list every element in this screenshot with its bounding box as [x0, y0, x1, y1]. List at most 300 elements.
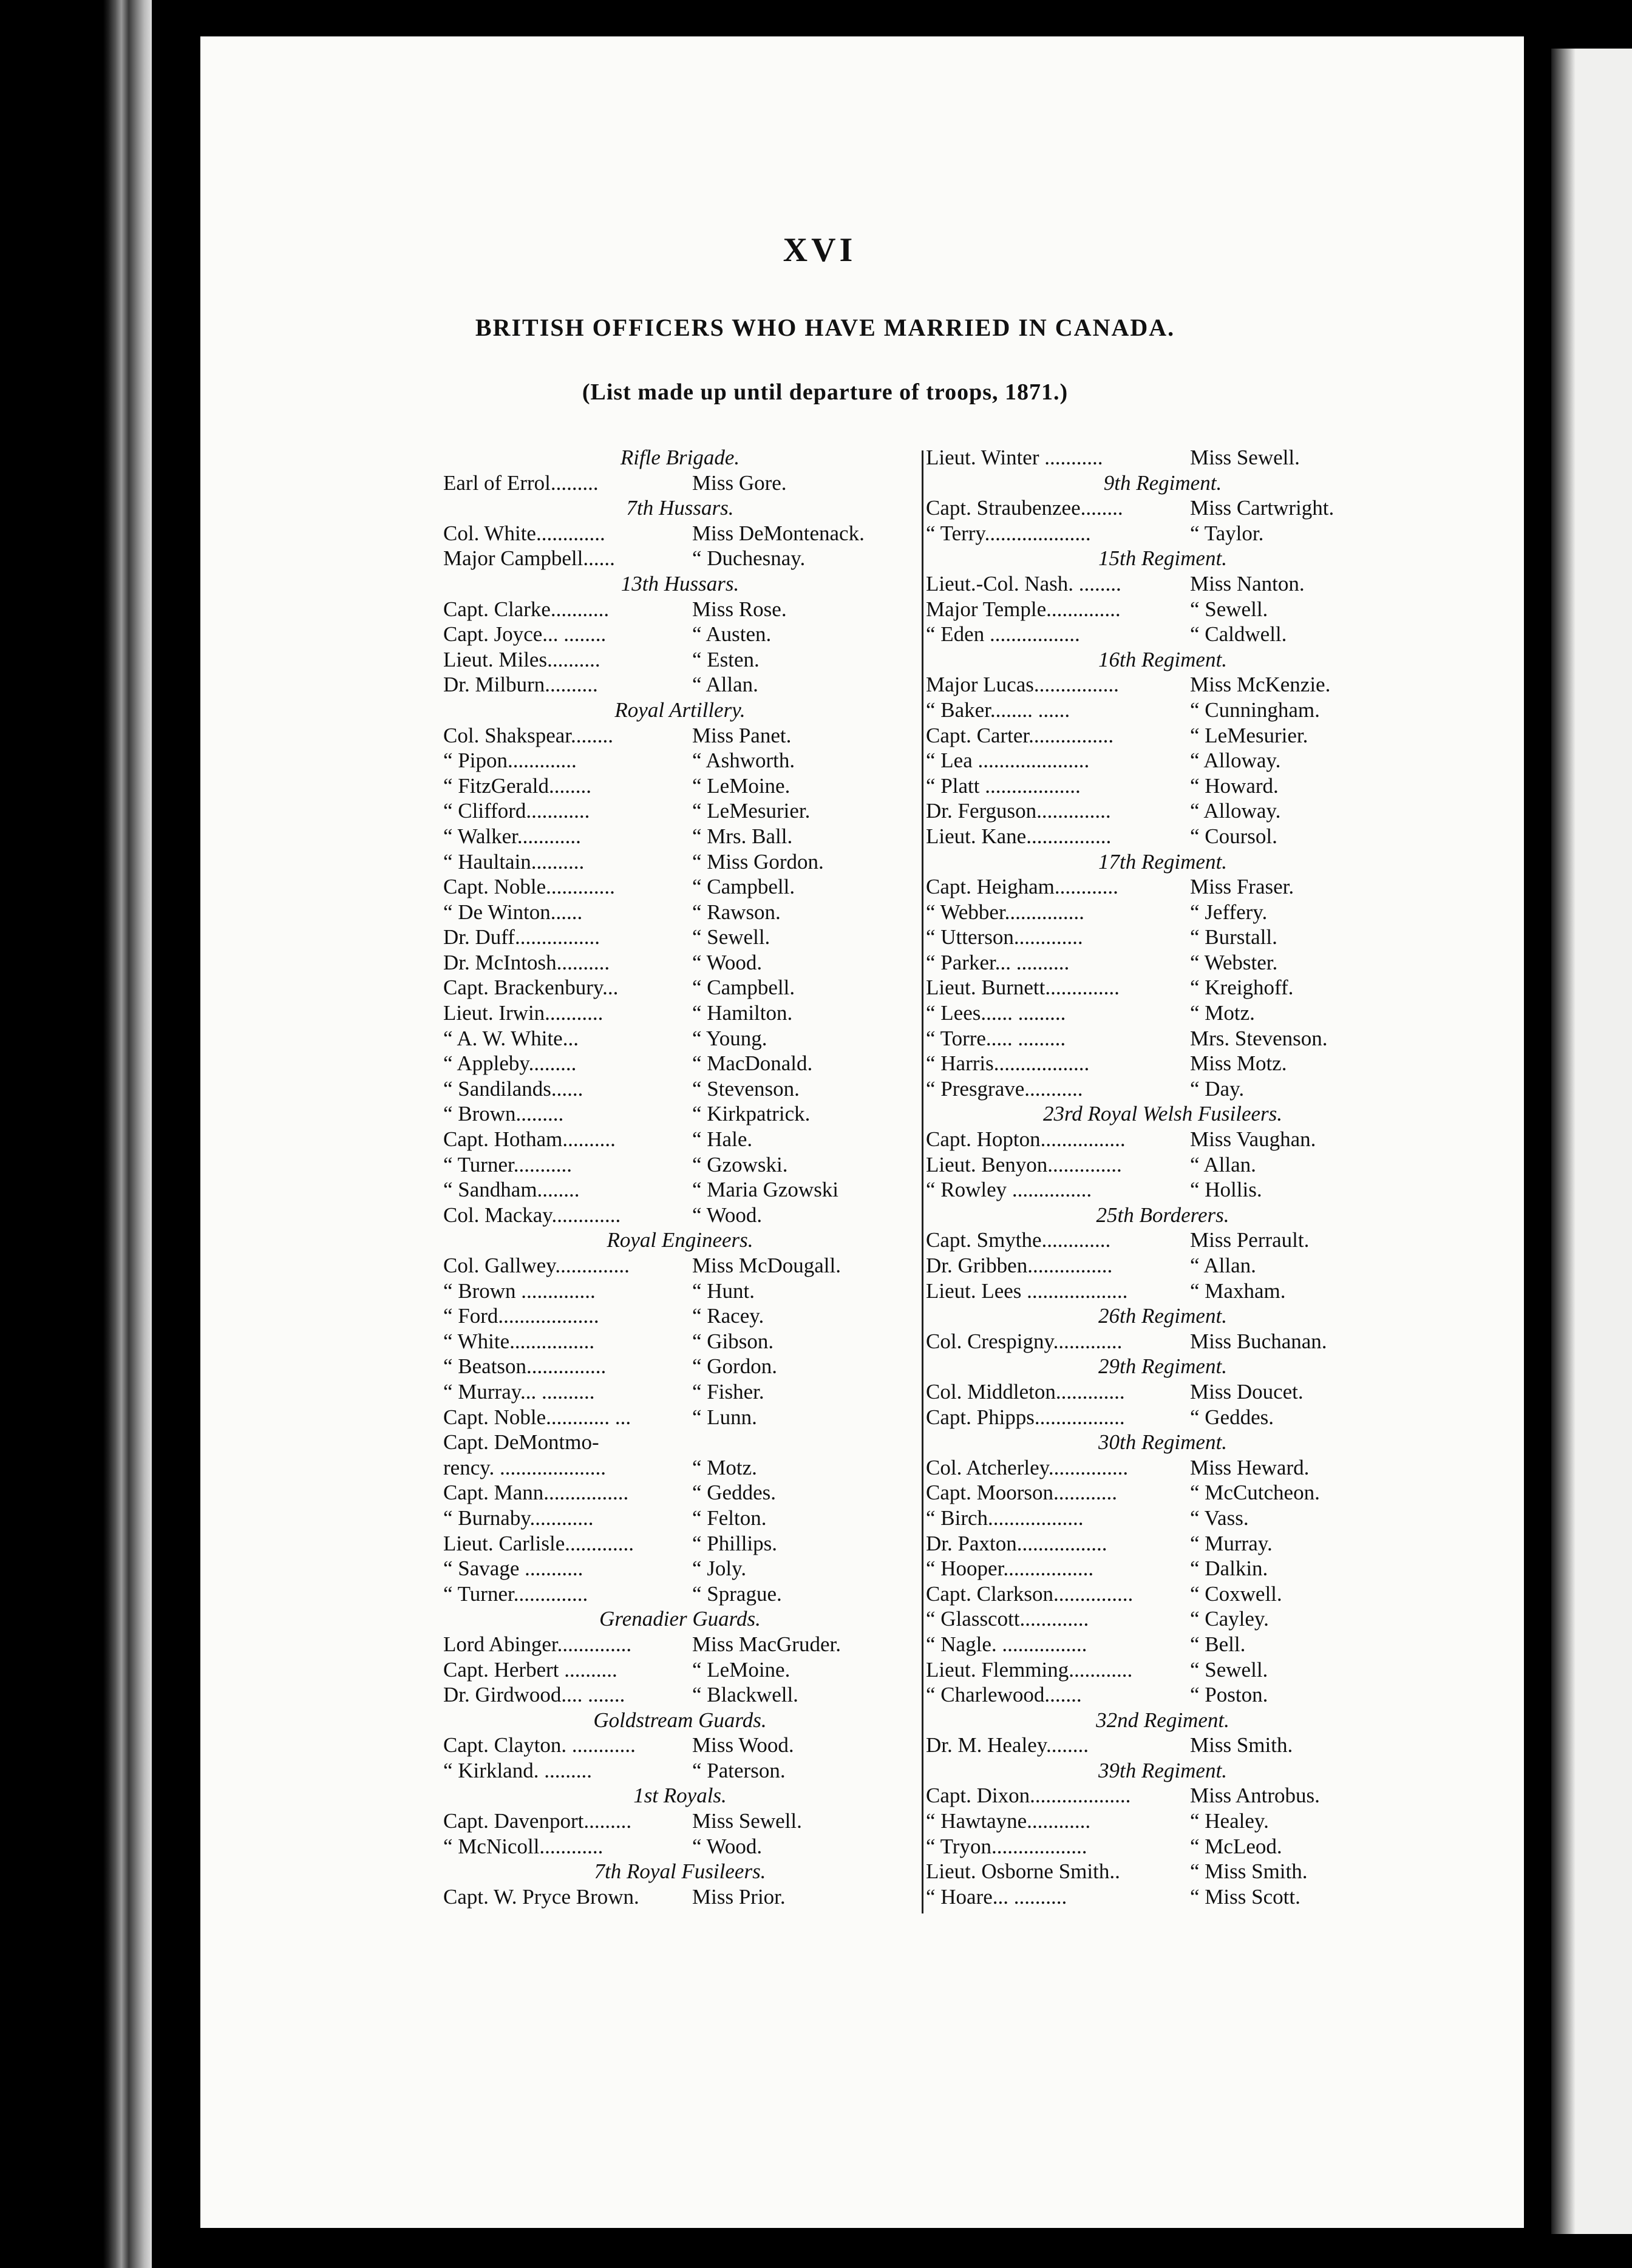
officer-name: “ Sandham........	[443, 1178, 580, 1202]
officer-name: Capt. Mann................	[443, 1481, 629, 1505]
officer-name: Capt. Clayton. ............	[443, 1733, 636, 1757]
marriage-entry	[926, 773, 1399, 799]
officer-name: rency. ....................	[443, 1455, 606, 1479]
officer-name: Lieut.-Col. Nash. ........	[926, 571, 1121, 596]
marriage-entry	[926, 445, 1399, 470]
officer-name: Capt. Noble............ ...	[443, 1405, 631, 1429]
marriage-entry	[926, 672, 1399, 698]
officer-name: “ Pipon.............	[443, 749, 577, 773]
marriage-entry	[926, 1783, 1399, 1808]
marriage-entry	[443, 1329, 917, 1354]
officer-name: “ Walker............	[443, 824, 581, 848]
officer-name: Capt. Herbert ..........	[443, 1657, 617, 1682]
regiment-heading: 7th Royal Fusileers.	[594, 1859, 766, 1884]
officer-name: Major Lucas................	[926, 673, 1119, 697]
spouse-name: “ Cunningham.	[1190, 698, 1320, 722]
spouse-name: “ Gordon.	[692, 1354, 777, 1379]
officer-name: Capt. Straubenzee........	[926, 496, 1123, 520]
marriage-entry	[443, 647, 917, 673]
marriage-entry	[926, 1834, 1399, 1859]
officer-name: “ Beatson...............	[443, 1354, 607, 1379]
spouse-name: “ Dalkin.	[1190, 1557, 1268, 1581]
marriage-entry	[926, 1859, 1399, 1884]
regiment-heading: 15th Regiment.	[1098, 546, 1227, 571]
marriage-entry	[443, 1430, 917, 1455]
officer-name: Capt. W. Pryce Brown.	[443, 1884, 639, 1909]
spouse-name: “ LeMesurier.	[692, 799, 811, 823]
spouse-name: “ Motz.	[692, 1455, 757, 1479]
marriage-entry	[443, 1480, 917, 1506]
spouse-name: “ Jeffery.	[1190, 900, 1268, 924]
marriage-entry	[926, 1531, 1399, 1557]
marriage-entry	[926, 1606, 1399, 1632]
regiment-heading: 13th Hussars.	[620, 571, 739, 596]
spouse-name: “ LeMoine.	[692, 773, 790, 798]
page-subtitle: (List made up until departure of troops, 1871.)	[582, 379, 1069, 405]
officer-name: Capt. DeMontmo-	[443, 1430, 599, 1455]
officer-name: Col. Crespigny.............	[926, 1329, 1123, 1353]
marriage-entry	[443, 1026, 917, 1051]
marriage-entry	[926, 1152, 1399, 1178]
spouse-name: “ Maxham.	[1190, 1278, 1286, 1303]
marriage-entry	[926, 571, 1399, 597]
marriage-entry	[926, 1808, 1399, 1834]
spouse-name: “ Alloway.	[1190, 799, 1281, 823]
officer-name: “ Kirkland. .........	[443, 1758, 592, 1782]
spouse-name: “ Allan.	[1190, 1152, 1256, 1176]
marriage-entry	[443, 723, 917, 749]
spouse-name: “ Miss Scott.	[1190, 1884, 1300, 1909]
spouse-name: “ Healey.	[1190, 1809, 1269, 1833]
spouse-name: “ LeMoine.	[692, 1657, 790, 1682]
marriage-entry	[443, 874, 917, 900]
officer-name: “ Glasscott.............	[926, 1607, 1089, 1631]
spouse-name: Miss Buchanan.	[1190, 1329, 1327, 1353]
marriage-entry	[443, 1405, 917, 1430]
officer-name: “ Terry....................	[926, 521, 1091, 545]
officer-name: “ Sandilands......	[443, 1076, 583, 1101]
spouse-name: “ Wood.	[692, 950, 763, 974]
spouse-name: “ Coxwell.	[1190, 1581, 1282, 1606]
regiment-heading: 17th Regiment.	[1098, 849, 1227, 874]
left-column	[443, 445, 917, 1909]
marriage-entry	[926, 495, 1399, 521]
officer-name: “ Hawtayne............	[926, 1809, 1091, 1833]
marriage-entry	[926, 1227, 1399, 1253]
marriage-entry	[443, 1278, 917, 1304]
marriage-entry	[443, 900, 917, 925]
officer-name: Capt. Hopton................	[926, 1127, 1126, 1152]
spouse-name: “ Stevenson.	[692, 1076, 800, 1101]
officer-name: “ A. W. White...	[443, 1026, 579, 1050]
officer-name: “ Utterson.............	[926, 925, 1083, 949]
marriage-entry	[443, 1657, 917, 1683]
officer-name: “ Eden .................	[926, 622, 1080, 647]
spouse-name: “ Austen.	[692, 622, 772, 647]
officer-name: Major Campbell......	[443, 546, 615, 571]
spouse-name: Miss DeMontenack.	[692, 521, 865, 545]
officer-name: “ Tryon..................	[926, 1834, 1087, 1858]
officer-name: “ Rowley ...............	[926, 1178, 1092, 1202]
regiment-heading: 9th Regiment.	[1103, 470, 1222, 495]
regiment-heading: 23rd Royal Welsh Fusileers.	[1042, 1102, 1283, 1126]
spouse-name: “ Gibson.	[692, 1329, 774, 1353]
officer-name: Dr. Girdwood.... .......	[443, 1683, 625, 1707]
spouse-name: “ Allan.	[1190, 1254, 1256, 1277]
spouse-name: Miss Fraser.	[1190, 875, 1294, 899]
officer-name: “ Brown.........	[443, 1102, 564, 1126]
marriage-entry	[443, 546, 917, 571]
page-number: XVI	[783, 231, 857, 269]
marriage-entry	[443, 748, 917, 773]
officer-name: Capt. Clarke...........	[443, 597, 610, 621]
spouse-name: “ Paterson.	[692, 1758, 786, 1782]
officer-name: Major Temple..............	[926, 597, 1121, 621]
marriage-entry	[443, 1101, 917, 1127]
officer-name: “ Nagle. ................	[926, 1632, 1087, 1656]
spouse-name: “ McLeod.	[1190, 1834, 1282, 1858]
marriage-entry	[443, 1000, 917, 1026]
marriage-entry	[443, 975, 917, 1000]
marriage-entry	[926, 1278, 1399, 1304]
officer-name: “ Baker........ ......	[926, 698, 1070, 722]
marriage-entry	[926, 1127, 1399, 1152]
spouse-name: “ Poston.	[1190, 1683, 1268, 1707]
officer-name: Capt. Joyce... ........	[443, 622, 607, 647]
marriage-entry	[926, 1581, 1399, 1607]
officer-name: “ Appleby.........	[443, 1051, 577, 1076]
officer-name: Col. Shakspear........	[443, 723, 613, 747]
marriage-entry	[443, 1203, 917, 1228]
marriage-entry	[443, 1884, 917, 1910]
marriage-entry	[926, 900, 1399, 925]
marriage-entry	[443, 950, 917, 976]
spouse-name: “ Gzowski.	[692, 1152, 788, 1176]
spouse-name: Miss Doucet.	[1190, 1379, 1304, 1404]
marriage-entry	[443, 1127, 917, 1152]
officer-name: Capt. Moorson............	[926, 1481, 1117, 1505]
spouse-name: “ Joly.	[692, 1557, 747, 1581]
spouse-name: “ Sewell.	[1190, 1657, 1268, 1682]
officer-name: “ Hoare... ..........	[926, 1884, 1067, 1909]
spouse-name: “ Mrs. Ball.	[692, 824, 793, 848]
marriage-entry	[443, 1076, 917, 1102]
officer-name: Lieut. Irwin...........	[443, 1001, 604, 1025]
marriage-entry	[443, 1506, 917, 1531]
spouse-name: “ LeMesurier.	[1190, 723, 1308, 747]
officer-name: “ Turner...........	[443, 1152, 572, 1176]
marriage-entry	[926, 1632, 1399, 1657]
officer-name: Lieut. Carlisle.............	[443, 1531, 634, 1555]
officer-name: “ Lees...... .........	[926, 1001, 1066, 1025]
officer-name: “ Savage ...........	[443, 1557, 583, 1581]
officer-name: “ McNicoll............	[443, 1834, 604, 1858]
marriage-entry	[926, 1682, 1399, 1708]
regiment-heading: Grenadier Guards.	[599, 1607, 761, 1631]
marriage-entry	[926, 1657, 1399, 1683]
regiment-heading: 7th Hussars.	[626, 496, 734, 520]
spouse-name: Miss MacGruder.	[692, 1632, 841, 1656]
officer-name: Capt. Hotham..........	[443, 1127, 616, 1152]
marriage-entry	[443, 1682, 917, 1708]
spouse-name: Miss Sewell.	[692, 1809, 802, 1833]
officer-name: Dr. McIntosh..........	[443, 950, 610, 974]
marriage-entry	[443, 1556, 917, 1581]
marriage-entry	[926, 1329, 1399, 1354]
spouse-name: “ Young.	[692, 1026, 767, 1050]
spouse-name: Miss Nanton.	[1190, 571, 1305, 596]
spouse-name: “ Hollis.	[1190, 1178, 1262, 1202]
officer-name: “ FitzGerald........	[443, 773, 591, 798]
officer-name: Col. White.............	[443, 521, 605, 545]
officer-name: Capt. Heigham............	[926, 875, 1118, 899]
officer-name: “ Birch..................	[926, 1506, 1084, 1530]
page-title: BRITISH OFFICERS WHO HAVE MARRIED IN CANADA.	[475, 314, 1175, 341]
officer-name: Capt. Davenport.........	[443, 1809, 632, 1833]
officer-name: Dr. Gribben................	[926, 1254, 1113, 1277]
officer-name: “ Charlewood.......	[926, 1683, 1082, 1707]
spouse-name: Miss McKenzie.	[1190, 673, 1331, 697]
marriage-entry	[443, 824, 917, 849]
marriage-entry	[443, 1834, 917, 1859]
spouse-name: “ Sewell.	[1190, 597, 1268, 621]
marriage-entry	[443, 1152, 917, 1178]
marriage-entry	[443, 1531, 917, 1557]
officer-name: Lieut. Lees ...................	[926, 1278, 1128, 1303]
officer-name: Col. Gallwey..............	[443, 1254, 630, 1277]
officer-name: “ Murray... ..........	[443, 1379, 595, 1404]
marriage-entry	[926, 622, 1399, 647]
officer-name: “ Brown ..............	[443, 1278, 596, 1303]
marriage-entry	[443, 1253, 917, 1278]
marriage-entry	[926, 1455, 1399, 1481]
marriage-entry	[926, 1405, 1399, 1430]
officer-name: “ Webber...............	[926, 900, 1084, 924]
officer-name: Dr. Milburn..........	[443, 673, 598, 697]
officer-name: Capt. Phipps.................	[926, 1405, 1125, 1429]
marriage-entry	[443, 1758, 917, 1784]
officer-name: Lieut. Benyon..............	[926, 1152, 1122, 1176]
spouse-name: “ Taylor.	[1190, 521, 1264, 545]
spouse-name: “ Kirkpatrick.	[692, 1102, 811, 1126]
officer-name: Lieut. Kane................	[926, 824, 1112, 848]
spouse-name: Miss McDougall.	[692, 1254, 841, 1277]
spouse-name: “ Blackwell.	[692, 1683, 798, 1707]
spouse-name: “ Kreighoff.	[1190, 976, 1294, 1000]
spouse-name: “ Sprague.	[692, 1581, 782, 1606]
officer-name: “ White................	[443, 1329, 595, 1353]
spouse-name: “ Murray.	[1190, 1531, 1273, 1555]
spouse-name: “ Geddes.	[1190, 1405, 1274, 1429]
marriage-entry	[926, 1253, 1399, 1278]
officer-name: “ Parker... ..........	[926, 950, 1070, 974]
marriage-entry	[926, 1480, 1399, 1506]
spouse-name: “ Cayley.	[1190, 1607, 1269, 1631]
spouse-name: “ Ashworth.	[692, 749, 795, 773]
officer-name: Earl of Errol.........	[443, 470, 599, 495]
regiment-heading: 1st Royals.	[633, 1784, 727, 1808]
officer-name: Capt. Smythe.............	[926, 1228, 1111, 1252]
officer-name: Col. Atcherley...............	[926, 1455, 1129, 1479]
spouse-name: Miss Smith.	[1190, 1733, 1293, 1757]
marriage-entry	[926, 521, 1399, 546]
marriage-entry	[443, 1808, 917, 1834]
spouse-name: “ MacDonald.	[692, 1051, 813, 1076]
marriage-entry	[926, 748, 1399, 773]
right-column	[926, 445, 1399, 1909]
spouse-name: Miss Gore.	[692, 470, 787, 495]
officer-name: Col. Mackay.............	[443, 1203, 621, 1227]
spouse-name: “ Day.	[1190, 1076, 1245, 1101]
spouse-name: “ Webster.	[1190, 950, 1278, 974]
marriage-entry	[443, 1379, 917, 1405]
spouse-name: Miss Panet.	[692, 723, 792, 747]
marriage-entry	[926, 1884, 1399, 1910]
regiment-heading: Goldstream Guards.	[593, 1708, 767, 1732]
regiment-heading: Royal Artillery.	[614, 698, 746, 722]
marriage-entry	[926, 950, 1399, 976]
officer-name: Capt. Clarkson...............	[926, 1581, 1134, 1606]
marriage-entry	[443, 1581, 917, 1607]
officer-name: Dr. Duff................	[443, 925, 600, 949]
spouse-name: “ Bell.	[1190, 1632, 1246, 1656]
marriage-entry	[926, 975, 1399, 1000]
spouse-name: “ Burstall.	[1190, 925, 1277, 949]
marriage-entry	[926, 1051, 1399, 1076]
officer-name: Dr. Paxton.................	[926, 1531, 1107, 1555]
marriage-entry	[926, 1177, 1399, 1203]
next-page-edge	[1551, 49, 1632, 2234]
marriage-entry	[443, 1177, 917, 1203]
spouse-name: Miss Prior.	[692, 1884, 786, 1909]
officer-name: Lieut. Flemming............	[926, 1657, 1133, 1682]
officer-name: “ Burnaby............	[443, 1506, 594, 1530]
marriage-entry	[443, 597, 917, 622]
spouse-name: “ Caldwell.	[1190, 622, 1287, 647]
spouse-name: “ Coursol.	[1190, 824, 1277, 848]
officer-name: “ Lea .....................	[926, 749, 1090, 773]
marriage-entry	[926, 925, 1399, 950]
marriage-entry	[926, 1379, 1399, 1405]
spouse-name: “ Racey.	[692, 1304, 764, 1328]
spouse-name: “ Maria Gzowski	[692, 1178, 839, 1202]
officer-name: Lieut. Osborne Smith..	[926, 1859, 1120, 1884]
officer-name: Dr. M. Healey........	[926, 1733, 1089, 1757]
marriage-entry	[443, 622, 917, 647]
spouse-name: Miss Sewell.	[1190, 446, 1300, 469]
marriage-entry	[443, 849, 917, 875]
spouse-name: “ Alloway.	[1190, 749, 1281, 773]
regiment-heading: 29th Regiment.	[1098, 1354, 1227, 1379]
spouse-name: “ Lunn.	[692, 1405, 757, 1429]
regiment-heading: Rifle Brigade.	[620, 446, 740, 469]
spouse-name: “ Phillips.	[692, 1531, 778, 1555]
marriage-entry	[926, 1506, 1399, 1531]
marriage-entry	[926, 874, 1399, 900]
officer-name: “ Turner..............	[443, 1581, 588, 1606]
regiment-heading: 39th Regiment.	[1098, 1758, 1227, 1782]
regiment-heading: 26th Regiment.	[1098, 1304, 1227, 1328]
spouse-name: Miss Perrault.	[1190, 1228, 1310, 1252]
marriage-entry	[926, 1556, 1399, 1581]
marriage-entry	[926, 597, 1399, 622]
spouse-name: Miss Cartwright.	[1190, 496, 1334, 520]
officer-name: Lieut. Winter ...........	[926, 446, 1103, 469]
regiment-heading: Royal Engineers.	[607, 1228, 753, 1252]
officer-name: Lieut. Burnett..............	[926, 976, 1120, 1000]
spouse-name: “ Sewell.	[692, 925, 770, 949]
spouse-name: “ Wood.	[692, 1203, 763, 1227]
spouse-name: “ Vass.	[1190, 1506, 1249, 1530]
spouse-name: “ Geddes.	[692, 1481, 777, 1505]
marriage-entry	[443, 773, 917, 799]
regiment-heading: 32nd Regiment.	[1096, 1708, 1229, 1732]
spouse-name: “ Rawson.	[692, 900, 781, 924]
marriage-entry	[443, 1632, 917, 1657]
officer-name: Capt. Brackenbury...	[443, 976, 619, 1000]
marriage-entry	[926, 698, 1399, 723]
marriage-entry	[443, 672, 917, 698]
regiment-heading: 25th Borderers.	[1096, 1203, 1229, 1227]
marriage-entry	[443, 1733, 917, 1758]
regiment-heading: 16th Regiment.	[1098, 647, 1227, 671]
spouse-name: “ Esten.	[692, 647, 760, 671]
spouse-name: “ Fisher.	[692, 1379, 764, 1404]
spouse-name: “ Duchesnay.	[692, 546, 806, 571]
officer-name: “ Harris..................	[926, 1051, 1090, 1076]
marriage-entry	[926, 1733, 1399, 1758]
spouse-name: “ Motz.	[1190, 1001, 1255, 1025]
spouse-name: Miss Wood.	[692, 1733, 794, 1757]
marriage-entry	[443, 521, 917, 546]
marriage-entry	[443, 1354, 917, 1379]
spouse-name: “ Hamilton.	[692, 1001, 793, 1025]
marriage-entry	[443, 470, 917, 496]
spouse-name: Mrs. Stevenson.	[1190, 1026, 1328, 1050]
officer-name: Lord Abinger..............	[443, 1632, 632, 1656]
officer-name: “ Platt ..................	[926, 773, 1081, 798]
spouse-name: “ McCutcheon.	[1190, 1481, 1320, 1505]
spouse-name: “ Campbell.	[692, 976, 795, 1000]
officer-name: “ Clifford............	[443, 799, 590, 823]
spouse-name: “ Wood.	[692, 1834, 763, 1858]
column-divider	[922, 450, 923, 1913]
spouse-name: “ Howard.	[1190, 773, 1279, 798]
officer-name: “ Torre..... .........	[926, 1026, 1066, 1050]
spouse-name: “ Allan.	[692, 673, 758, 697]
regiment-heading: 30th Regiment.	[1098, 1430, 1227, 1455]
spouse-name: “ Felton.	[692, 1506, 767, 1530]
spouse-name: Miss Rose.	[692, 597, 787, 621]
spouse-name: “ Hale.	[692, 1127, 753, 1152]
spouse-name: “ Campbell.	[692, 875, 795, 899]
spouse-name: Miss Motz.	[1190, 1051, 1287, 1076]
officer-name: Lieut. Miles..........	[443, 647, 600, 671]
spouse-name: Miss Vaughan.	[1190, 1127, 1316, 1152]
marriage-entry	[926, 1076, 1399, 1102]
marriage-entry	[926, 1000, 1399, 1026]
spouse-name: Miss Antrobus.	[1190, 1784, 1320, 1808]
marriage-entry	[926, 798, 1399, 824]
officer-name: Capt. Dixon...................	[926, 1784, 1131, 1808]
marriage-entry	[926, 824, 1399, 849]
officer-name: Col. Middleton.............	[926, 1379, 1125, 1404]
marriage-entry	[926, 723, 1399, 749]
officer-name: “ Ford...................	[443, 1304, 599, 1328]
spouse-name: Miss Heward.	[1190, 1455, 1310, 1479]
officer-name: Capt. Noble.............	[443, 875, 615, 899]
marriage-entry	[443, 1303, 917, 1329]
